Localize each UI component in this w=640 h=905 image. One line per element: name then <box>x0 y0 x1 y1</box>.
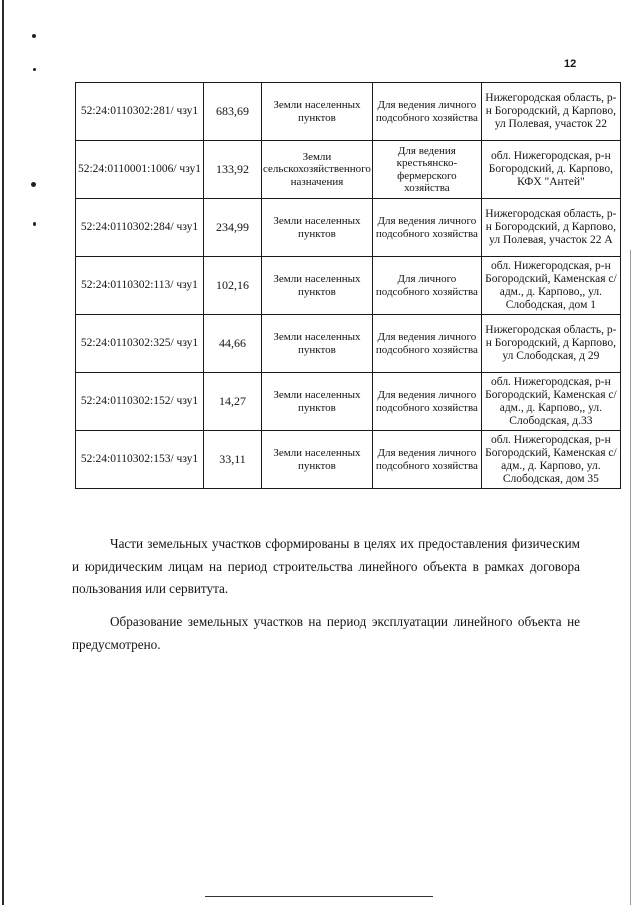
cadastral-number-cell: 52:24:0110302:153/ чзу1 <box>76 431 204 489</box>
permitted-use-cell: Для ведения личного подсобного хозяйства <box>372 83 481 141</box>
area-cell: 14,27 <box>204 373 262 431</box>
scan-edge-right <box>630 250 631 905</box>
land-category-cell: Земли населенных пунктов <box>262 373 373 431</box>
land-category-cell: Земли населенных пунктов <box>262 83 373 141</box>
address-cell: Нижегородская область, р-н Богородский, д Карпово, ул Полевая, участок 22 А <box>481 199 620 257</box>
cadastral-number-cell: 52:24:0110302:152/ чзу1 <box>76 373 204 431</box>
paragraph-land-parts-operation: Образование земельных участков на период эксплуатации линейного объекта не предусмотрено. <box>72 614 580 652</box>
permitted-use-cell: Для ведения личного подсобного хозяйства <box>372 199 481 257</box>
permitted-use-cell: Для ведения личного подсобного хозяйства <box>372 373 481 431</box>
cadastral-number-cell: 52:24:0110302:281/ чзу1 <box>76 83 204 141</box>
table-row <box>76 199 621 257</box>
cadastral-number-cell: 52:24:0110302:325/ чзу1 <box>76 315 204 373</box>
land-plots-table-body <box>76 83 621 489</box>
land-category-cell: Земли населенных пунктов <box>262 257 373 315</box>
permitted-use-cell: Для личного подсобного хозяйства <box>372 257 481 315</box>
area-cell: 683,69 <box>204 83 262 141</box>
scan-speck <box>31 182 36 187</box>
area-cell: 133,92 <box>204 141 262 199</box>
table-row <box>76 257 621 315</box>
address-cell: обл. Нижегородская, р-н Богородский, Каменская с/адм., д. Карпово, ул. Слободская, дом 35 <box>481 431 620 489</box>
scan-speck <box>32 34 36 38</box>
address-cell: обл. Нижегородская, р-н Богородский, Каменская с/адм., д. Карпово,, ул. Слободская, дом 1 <box>481 257 620 315</box>
address-cell: обл. Нижегородская, р-н Богородский, Каменская с/адм., д. Карпово,, ул. Слободская, д.33 <box>481 373 620 431</box>
scan-speck <box>33 222 36 226</box>
area-cell: 102,16 <box>204 257 262 315</box>
address-cell: Нижегородская область, р-н Богородский, д Карпово, ул Слободская, д 29 <box>481 315 620 373</box>
area-cell: 234,99 <box>204 199 262 257</box>
cadastral-number-cell: 52:24:0110302:113/ чзу1 <box>76 257 204 315</box>
permitted-use-cell: Для ведения личного подсобного хозяйства <box>372 431 481 489</box>
land-category-cell: Земли населенных пунктов <box>262 431 373 489</box>
area-cell: 33,11 <box>204 431 262 489</box>
table-row <box>76 141 621 199</box>
land-category-cell: Земли населенных пунктов <box>262 199 373 257</box>
permitted-use-cell: Для ведения личного подсобного хозяйства <box>372 315 481 373</box>
table-row <box>76 431 621 489</box>
table-row <box>76 373 621 431</box>
cadastral-number-cell: 52:24:0110001:1006/ чзу1 <box>76 141 204 199</box>
scan-edge-left <box>2 0 4 905</box>
land-plots-table <box>75 82 621 489</box>
page-number: 12 <box>564 58 577 70</box>
scan-bottom-line <box>205 896 433 897</box>
cadastral-number-cell: 52:24:0110302:284/ чзу1 <box>76 199 204 257</box>
paragraph-land-parts-formation: Части земельных участков сформированы в целях их предоставления физическим и юридическим лицам на период строительства линейного объекта в рамках договора пользования или сервитута. <box>72 536 580 597</box>
address-cell: Нижегородская область, р-н Богородский, д Карпово, ул Полевая, участок 22 <box>481 83 620 141</box>
land-category-cell: Земли населенных пунктов <box>262 315 373 373</box>
land-category-cell: Земли сельскохозяйственного назначения <box>262 141 373 199</box>
table-row <box>76 315 621 373</box>
address-cell: обл. Нижегородская, р-н Богородский, д. Карпово, КФХ "Антей" <box>481 141 620 199</box>
scan-speck <box>33 68 36 71</box>
permitted-use-cell: Для ведения крестьянско-фермерского хозяйства <box>372 141 481 199</box>
table-row <box>76 83 621 141</box>
area-cell: 44,66 <box>204 315 262 373</box>
